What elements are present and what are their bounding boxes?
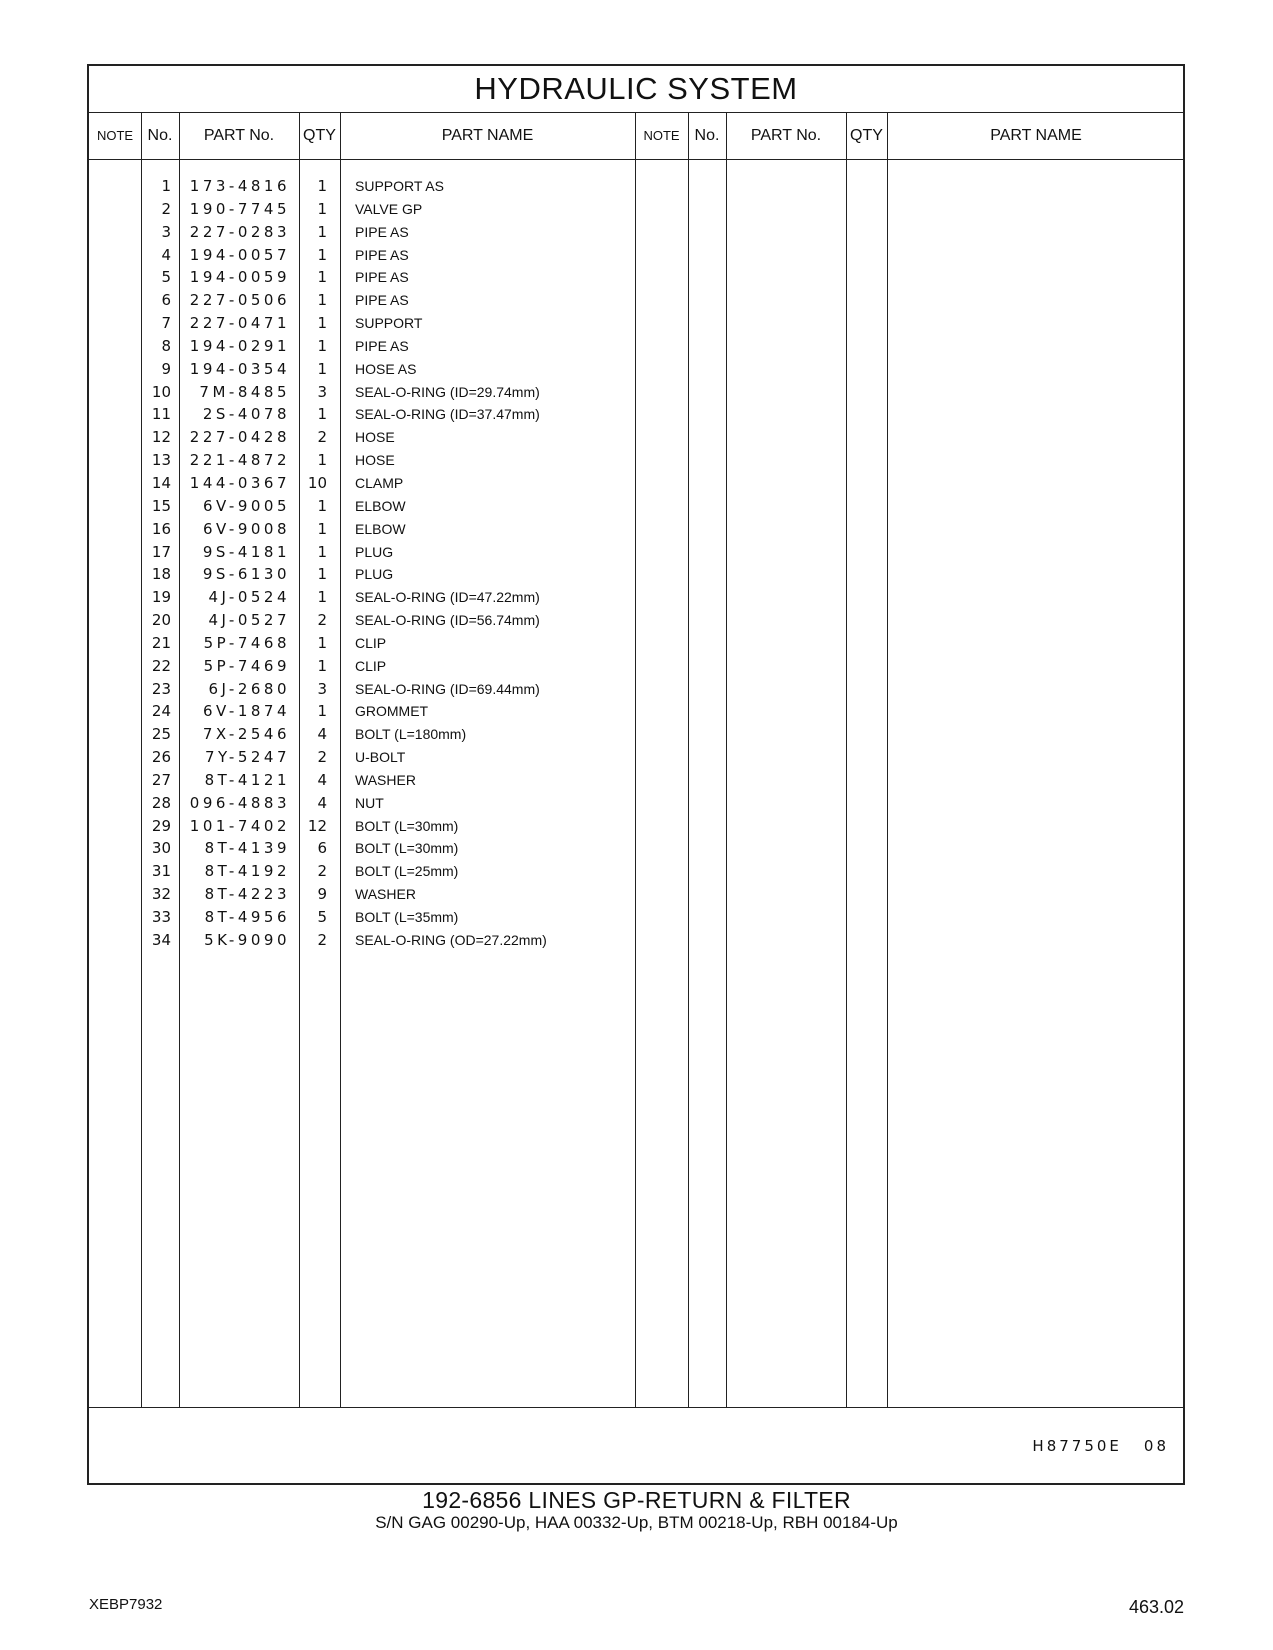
- table-row: [89, 518, 629, 541]
- header-note: NOTE: [96, 128, 134, 143]
- table-row: [89, 769, 629, 792]
- part-index: 4: [161, 245, 171, 264]
- table-row: [89, 175, 629, 198]
- part-qty: 5: [317, 908, 327, 926]
- part-number: 6V-9008: [202, 519, 290, 538]
- part-qty: 1: [317, 702, 327, 721]
- part-index: 18: [151, 565, 171, 584]
- part-index: 26: [151, 748, 171, 767]
- table-row: [89, 678, 629, 701]
- part-number: 5P-7469: [203, 656, 290, 675]
- part-qty: 6: [317, 839, 327, 858]
- part-index: 31: [151, 862, 171, 881]
- part-index: 13: [151, 451, 171, 470]
- part-name: SEAL-O-RING (OD=27.22mm): [355, 931, 547, 948]
- parts-list: [89, 175, 629, 952]
- table-row: [89, 860, 629, 883]
- part-index: 29: [151, 816, 171, 835]
- part-name: BOLT (L=30mm): [355, 817, 459, 834]
- part-name: SEAL-O-RING (ID=56.74mm): [355, 612, 540, 629]
- part-name: GROMMET: [355, 703, 429, 720]
- part-name: SEAL-O-RING (ID=37.47mm): [355, 406, 540, 423]
- part-qty: 1: [317, 245, 327, 264]
- part-index: 11: [151, 405, 171, 424]
- part-index: 19: [151, 588, 171, 607]
- table-row: [89, 586, 629, 609]
- part-number: 8T-4956: [204, 908, 290, 926]
- part-number: 101-7402: [189, 816, 290, 835]
- header-divider: [89, 159, 1183, 160]
- table-row: [89, 449, 629, 472]
- table-row: [89, 198, 629, 221]
- illustration-code-number: H87750E: [1032, 1437, 1122, 1455]
- part-qty: 12: [307, 816, 327, 835]
- part-qty: 1: [317, 291, 327, 310]
- part-name: SEAL-O-RING (ID=69.44mm): [355, 680, 540, 697]
- part-qty: 1: [317, 268, 327, 287]
- part-number: 194-0354: [189, 359, 290, 378]
- table-row: [89, 541, 629, 564]
- part-index: 23: [151, 679, 171, 698]
- table-row: [89, 472, 629, 495]
- parts-table-frame: [87, 64, 1185, 1485]
- part-number: 227-0283: [189, 222, 290, 241]
- illustration-code: [1032, 1437, 1169, 1455]
- part-index: 14: [151, 473, 171, 492]
- part-index: 24: [151, 702, 171, 721]
- part-qty: 2: [317, 428, 327, 447]
- part-name: CLIP: [355, 634, 387, 651]
- part-qty: 1: [317, 542, 327, 561]
- col-divider: [688, 112, 689, 1407]
- part-number: 8T-4139: [204, 839, 290, 858]
- page-number: 463.02: [1128, 1597, 1184, 1617]
- table-row: [89, 358, 629, 381]
- part-qty: 1: [317, 588, 327, 607]
- part-name: WASHER: [355, 886, 416, 903]
- header-no-right: No.: [694, 127, 720, 144]
- part-number: 144-0367: [189, 473, 290, 492]
- part-qty: 1: [317, 496, 327, 515]
- part-index: 17: [151, 542, 171, 561]
- part-number: 227-0471: [189, 314, 290, 333]
- part-qty: 2: [317, 930, 327, 949]
- part-number: 194-0057: [189, 245, 290, 264]
- part-name: PIPE AS: [355, 292, 409, 309]
- table-row: [89, 906, 629, 929]
- part-name: U-BOLT: [355, 749, 406, 766]
- header-no: No.: [147, 127, 173, 144]
- part-name: HOSE: [355, 452, 395, 469]
- part-name: PIPE AS: [355, 337, 409, 354]
- table-row: [89, 244, 629, 267]
- part-number: 9S-4181: [202, 542, 290, 561]
- table-row: [89, 335, 629, 358]
- part-qty: 1: [317, 565, 327, 584]
- part-index: 16: [151, 519, 171, 538]
- header-part-no-right: PART No.: [750, 127, 822, 144]
- part-qty: 2: [317, 748, 327, 767]
- table-row: [89, 609, 629, 632]
- part-index: 25: [151, 725, 171, 744]
- table-row: [89, 563, 629, 586]
- part-qty: 4: [317, 793, 327, 812]
- part-index: 30: [151, 839, 171, 858]
- table-row: [89, 929, 629, 952]
- part-number: 227-0428: [189, 428, 290, 447]
- header-part-name-right: PART NAME: [990, 127, 1082, 144]
- part-index: 10: [151, 382, 171, 401]
- part-qty: 1: [317, 359, 327, 378]
- table-row: [89, 655, 629, 678]
- table-row: [89, 815, 629, 838]
- part-number: 8T-4223: [204, 885, 290, 904]
- part-number: 6V-1874: [202, 702, 290, 721]
- part-qty: 4: [317, 770, 327, 789]
- part-qty: 2: [317, 862, 327, 881]
- part-qty: 1: [317, 451, 327, 470]
- part-name: PIPE AS: [355, 223, 409, 240]
- header-qty-right: QTY: [850, 127, 883, 144]
- table-row: [89, 746, 629, 769]
- header-part-no: PART No.: [203, 127, 275, 144]
- part-qty: 1: [317, 314, 327, 333]
- part-index: 21: [151, 633, 171, 652]
- table-row: [89, 289, 629, 312]
- part-number: 5P-7468: [203, 633, 290, 652]
- part-qty: 1: [317, 177, 327, 195]
- part-index: 27: [151, 770, 171, 789]
- part-index: 12: [151, 428, 171, 447]
- serial-caption: S/N GAG 00290-Up, HAA 00332-Up, BTM 00218-Up, RBH 00184-Up: [375, 1513, 898, 1532]
- part-number: 173-4816: [189, 177, 290, 195]
- header-qty: QTY: [303, 127, 336, 144]
- part-number: 227-0506: [189, 291, 290, 310]
- part-name: CLIP: [355, 657, 387, 674]
- illustration-revision: 08: [1143, 1437, 1169, 1455]
- part-index: 7: [161, 314, 171, 333]
- part-number: 6J-2680: [208, 679, 290, 698]
- part-qty: 9: [317, 885, 327, 904]
- table-row: [89, 792, 629, 815]
- part-number: 221-4872: [189, 451, 290, 470]
- part-name: BOLT (L=180mm): [355, 726, 467, 743]
- part-name: PLUG: [355, 543, 394, 560]
- part-index: 3: [161, 222, 171, 241]
- part-index: 34: [151, 930, 171, 949]
- part-qty: 1: [317, 519, 327, 538]
- part-name: HOSE: [355, 429, 395, 446]
- part-name: SEAL-O-RING (ID=47.22mm): [355, 589, 540, 606]
- part-number: 8T-4192: [204, 862, 290, 881]
- part-name: PIPE AS: [355, 246, 409, 263]
- part-number: 7M-8485: [199, 382, 290, 401]
- table-row: [89, 700, 629, 723]
- table-row: [89, 723, 629, 746]
- part-qty: 1: [317, 199, 327, 218]
- part-number: 9S-6130: [202, 565, 290, 584]
- part-index: 33: [151, 908, 171, 926]
- col-divider: [887, 112, 888, 1407]
- part-number: 4J-0524: [208, 588, 290, 607]
- part-name: CLAMP: [355, 474, 404, 491]
- part-number: 2S-4078: [202, 405, 290, 424]
- part-number: 4J-0527: [208, 611, 290, 630]
- part-qty: 1: [317, 222, 327, 241]
- table-title: HYDRAULIC SYSTEM: [474, 71, 798, 106]
- part-name: PIPE AS: [355, 269, 409, 286]
- header-part-name: PART NAME: [441, 127, 534, 144]
- part-name: SUPPORT: [355, 315, 423, 332]
- part-number: 194-0291: [189, 336, 290, 355]
- part-name: ELBOW: [355, 520, 406, 537]
- table-row: [89, 221, 629, 244]
- part-name: BOLT (L=30mm): [355, 840, 459, 857]
- part-qty: 4: [317, 725, 327, 744]
- part-qty: 1: [317, 405, 327, 424]
- table-row: [89, 837, 629, 860]
- part-qty: 1: [317, 656, 327, 675]
- group-caption: 192-6856 LINES GP-RETURN & FILTER: [422, 1487, 851, 1513]
- part-qty: 2: [317, 611, 327, 630]
- part-number: 7Y-5247: [204, 748, 290, 767]
- header-note-right: NOTE: [643, 128, 680, 143]
- part-index: 32: [151, 885, 171, 904]
- part-number: 7X-2546: [202, 725, 290, 744]
- part-index: 9: [161, 359, 171, 378]
- part-number: 096-4883: [189, 793, 290, 812]
- col-divider: [846, 112, 847, 1407]
- part-number: 194-0059: [189, 268, 290, 287]
- table-row: [89, 312, 629, 335]
- part-index: 22: [151, 656, 171, 675]
- table-row: [89, 883, 629, 906]
- part-number: 8T-4121: [204, 770, 290, 789]
- part-index: 5: [161, 268, 171, 287]
- table-row: [89, 381, 629, 404]
- part-index: 20: [151, 611, 171, 630]
- part-qty: 1: [317, 633, 327, 652]
- part-qty: 10: [307, 473, 327, 492]
- part-index: 2: [161, 199, 171, 218]
- part-name: NUT: [355, 794, 384, 811]
- col-divider: [726, 112, 727, 1407]
- table-row: [89, 266, 629, 289]
- part-index: 28: [151, 793, 171, 812]
- part-name: PLUG: [355, 566, 394, 583]
- part-qty: 1: [317, 336, 327, 355]
- part-index: 6: [161, 291, 171, 310]
- part-name: BOLT (L=25mm): [355, 863, 459, 880]
- part-index: 8: [161, 336, 171, 355]
- part-number: 5K-9090: [204, 930, 290, 949]
- table-row: [89, 403, 629, 426]
- part-number: 190-7745: [189, 199, 290, 218]
- publication-number: XEBP7932: [89, 1596, 163, 1613]
- part-name: SEAL-O-RING (ID=29.74mm): [355, 383, 540, 400]
- part-number: 6V-9005: [202, 496, 290, 515]
- part-name: VALVE GP: [355, 200, 423, 217]
- part-name: ELBOW: [355, 497, 406, 514]
- body-bottom-divider: [89, 1407, 1183, 1408]
- col-divider: [635, 112, 636, 1407]
- table-row: [89, 632, 629, 655]
- part-qty: 3: [317, 679, 327, 698]
- table-row: [89, 495, 629, 518]
- part-qty: 3: [317, 382, 327, 401]
- part-name: WASHER: [355, 771, 416, 788]
- part-name: HOSE AS: [355, 360, 417, 377]
- part-name: SUPPORT AS: [355, 178, 444, 194]
- part-index: 15: [151, 496, 171, 515]
- table-row: [89, 426, 629, 449]
- part-index: 1: [161, 177, 171, 195]
- part-name: BOLT (L=35mm): [355, 909, 459, 925]
